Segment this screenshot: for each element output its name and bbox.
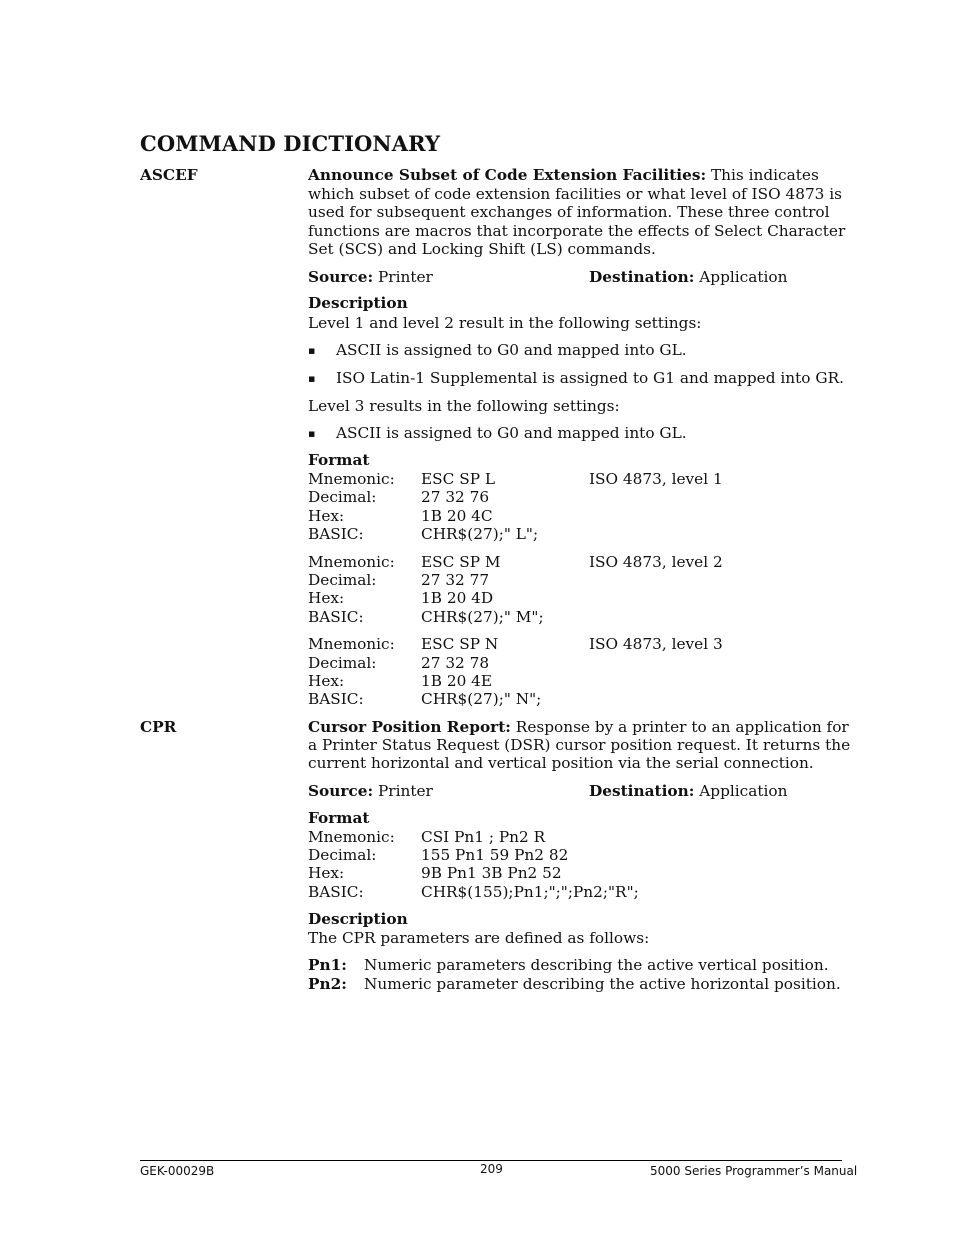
source-label: Source: <box>308 268 374 286</box>
term-cpr: CPR <box>140 718 177 736</box>
ascef-desc-intro: Level 1 and level 2 result in the following settings: <box>308 314 702 332</box>
ascef-format-heading: Format <box>308 451 370 469</box>
format-hex-value: 1B 20 4C <box>421 507 493 525</box>
cpr-line-2: current horizontal and vertical position via the serial connection. <box>308 754 814 772</box>
cpr-heading: Cursor Position Report: <box>308 718 511 736</box>
bullet-text: ISO Latin-1 Supplemental is assigned to G1 and mapped into GR. <box>336 369 844 387</box>
format-mnemonic-value: ESC SP M <box>421 553 501 571</box>
format-mnemonic-value: ESC SP L <box>421 470 496 488</box>
ascef-heading: Announce Subset of Code Extension Facilities: <box>308 166 707 184</box>
format-hex-label: Hex: <box>308 672 345 690</box>
list-item <box>308 369 844 389</box>
format-decimal-label: Decimal: <box>308 654 377 672</box>
format-basic-label: BASIC: <box>308 690 364 708</box>
format-mnemonic-label: Mnemonic: <box>308 553 395 571</box>
ascef-description-heading: Description <box>308 294 408 312</box>
format-basic-value: CHR$(27);" L"; <box>421 525 539 543</box>
format-decimal-value: 27 32 78 <box>421 654 490 672</box>
cpr-line-1: a Printer Status Request (DSR) cursor position request. It returns the <box>308 736 851 754</box>
format-hex-value: 9B Pn1 3B Pn2 52 <box>421 864 562 882</box>
format-hex-value: 1B 20 4E <box>421 672 493 690</box>
destination-label: Destination: <box>589 782 695 800</box>
param-name: Pn2: <box>308 975 347 993</box>
cpr-description-heading: Description <box>308 910 408 928</box>
format-decimal-label: Decimal: <box>308 846 377 864</box>
format-mnemonic-label: Mnemonic: <box>308 635 395 653</box>
format-note: ISO 4873, level 1 <box>589 470 723 488</box>
source-label: Source: <box>308 782 374 800</box>
list-item <box>308 424 687 444</box>
ascef-line-3: functions are macros that incorporate the effects of Select Character <box>308 222 846 240</box>
ascef-destination <box>589 268 787 287</box>
format-hex-label: Hex: <box>308 507 345 525</box>
format-basic-value: CHR$(27);" M"; <box>421 608 544 626</box>
destination-value: Application <box>699 782 788 800</box>
format-mnemonic-label: Mnemonic: <box>308 828 395 846</box>
cpr-desc-intro: The CPR parameters are defined as follows: <box>308 929 650 947</box>
format-hex-value: 1B 20 4D <box>421 589 494 607</box>
bullet-icon: ▪ <box>308 427 316 440</box>
ascef-desc-level3: Level 3 results in the following settings: <box>308 397 620 415</box>
cpr-intro-line-1 <box>308 718 849 737</box>
format-basic-label: BASIC: <box>308 525 364 543</box>
footer-page-number: 209 <box>480 1162 503 1176</box>
footer-doc-id: GEK-00029B <box>140 1164 215 1178</box>
destination-label: Destination: <box>589 268 695 286</box>
cpr-line-0: Response by a printer to an application for <box>515 718 849 736</box>
format-hex-label: Hex: <box>308 864 345 882</box>
cpr-format-heading: Format <box>308 809 370 827</box>
cpr-source <box>308 782 433 801</box>
bullet-text: ASCII is assigned to G0 and mapped into GL. <box>336 341 687 359</box>
format-basic-value: CHR$(27);" N"; <box>421 690 542 708</box>
bullet-text: ASCII is assigned to G0 and mapped into GL. <box>336 424 687 442</box>
format-note: ISO 4873, level 2 <box>589 553 723 571</box>
footer-manual-title: 5000 Series Programmer’s Manual <box>650 1164 858 1178</box>
format-decimal-label: Decimal: <box>308 488 377 506</box>
format-mnemonic-label: Mnemonic: <box>308 470 395 488</box>
format-mnemonic-value: CSI Pn1 ; Pn2 R <box>421 828 546 846</box>
format-basic-label: BASIC: <box>308 883 364 901</box>
ascef-source <box>308 268 433 287</box>
term-ascef: ASCEF <box>140 166 198 184</box>
footer-rule <box>140 1160 842 1161</box>
format-decimal-value: 27 32 77 <box>421 571 490 589</box>
format-decimal-value: 155 Pn1 59 Pn2 82 <box>421 846 569 864</box>
source-value: Printer <box>378 268 433 286</box>
cpr-destination <box>589 782 787 801</box>
source-value: Printer <box>378 782 433 800</box>
bullet-icon: ▪ <box>308 372 316 385</box>
list-item <box>308 341 687 361</box>
destination-value: Application <box>699 268 788 286</box>
param-text: Numeric parameters describing the active vertical position. <box>364 956 829 974</box>
ascef-line-0: This indicates <box>710 166 819 184</box>
format-decimal-label: Decimal: <box>308 571 377 589</box>
format-mnemonic-value: ESC SP N <box>421 635 499 653</box>
param-text: Numeric parameter describing the active horizontal position. <box>364 975 841 993</box>
param-name: Pn1: <box>308 956 347 974</box>
format-decimal-value: 27 32 76 <box>421 488 490 506</box>
format-basic-value: CHR$(155);Pn1;";";Pn2;"R"; <box>421 883 639 901</box>
page-title: COMMAND DICTIONARY <box>140 131 441 156</box>
ascef-line-4: Set (SCS) and Locking Shift (LS) commands. <box>308 240 656 258</box>
ascef-line-1: which subset of code extension facilities or what level of ISO 4873 is <box>308 185 843 203</box>
format-note: ISO 4873, level 3 <box>589 635 723 653</box>
ascef-line-2: used for subsequent exchanges of information. These three control <box>308 203 830 221</box>
ascef-intro-line-1 <box>308 166 819 185</box>
format-hex-label: Hex: <box>308 589 345 607</box>
format-basic-label: BASIC: <box>308 608 364 626</box>
bullet-icon: ▪ <box>308 344 316 357</box>
